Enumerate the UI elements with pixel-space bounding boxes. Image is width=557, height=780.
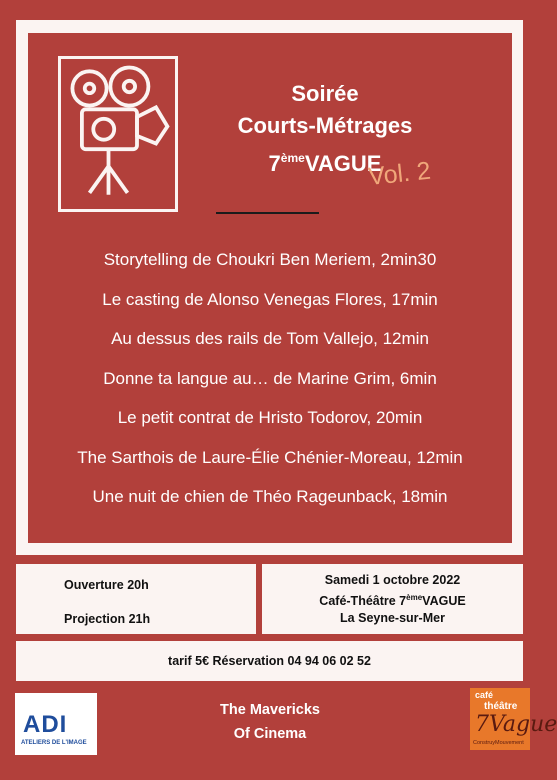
title-venue: VAGUE [304,151,382,176]
film-item: Le casting de Alonso Venegas Flores, 17min [102,289,438,309]
pricing-text: tarif 5€ Réservation 04 94 06 02 52 [168,654,371,668]
title-line-1: Soirée [291,81,359,106]
cafe-logo-mid: théâtre [484,701,518,712]
organizer-name [180,698,360,746]
adi-logo [15,693,97,755]
title-line-2: Courts-Métrages [237,113,413,138]
venue-prefix: Café-Théâtre 7 [319,594,407,608]
organizer-line-2: Of Cinema [233,726,307,742]
opening-time: Ouverture 20h [64,578,149,592]
title-number: 7 [268,151,281,176]
film-item: Donne ta langue au… de Marine Grim, 6min [103,368,437,388]
cafe-logo-tagline: ConstruyMouvement [473,740,524,746]
film-projector-icon [58,56,178,212]
film-item: Le petit contrat de Hristo Todorov, 20min [117,408,423,427]
adi-logo-letters: ADI [23,711,68,738]
adi-logo-tagline: ATELIERS DE L'IMAGE [21,740,87,746]
event-details-box [262,564,523,634]
film-list [28,240,512,517]
film-item: Une nuit de chien de Théo Rageunback, 18min [92,487,448,506]
projection-time: Projection 21h [64,612,151,626]
film-item: The Sarthois de Laure-Élie Chénier-Moreau, 12min [77,447,463,467]
event-date: Samedi 1 octobre 2022 [324,573,461,587]
title-divider [216,212,319,214]
venue-superscript: ème [406,593,423,602]
film-item: Au dessus des rails de Tom Vallejo, 12min [111,329,429,348]
event-venue [262,589,523,610]
cafe-theatre-logo [470,688,557,750]
pricing-box [16,641,523,681]
cafe-logo-main: 7Vague [475,712,557,737]
organizer-line-1: The Mavericks [220,702,320,718]
film-item: Storytelling de Choukri Ben Meriem, 2min30 [103,250,437,269]
title-superscript: ème [280,151,305,165]
volume-label: Vol. 2 [366,156,433,192]
cafe-logo-top: café [475,690,494,700]
venue-suffix: VAGUE [422,594,466,608]
schedule-box [16,564,256,634]
event-city: La Seyne-sur-Mer [340,611,445,625]
